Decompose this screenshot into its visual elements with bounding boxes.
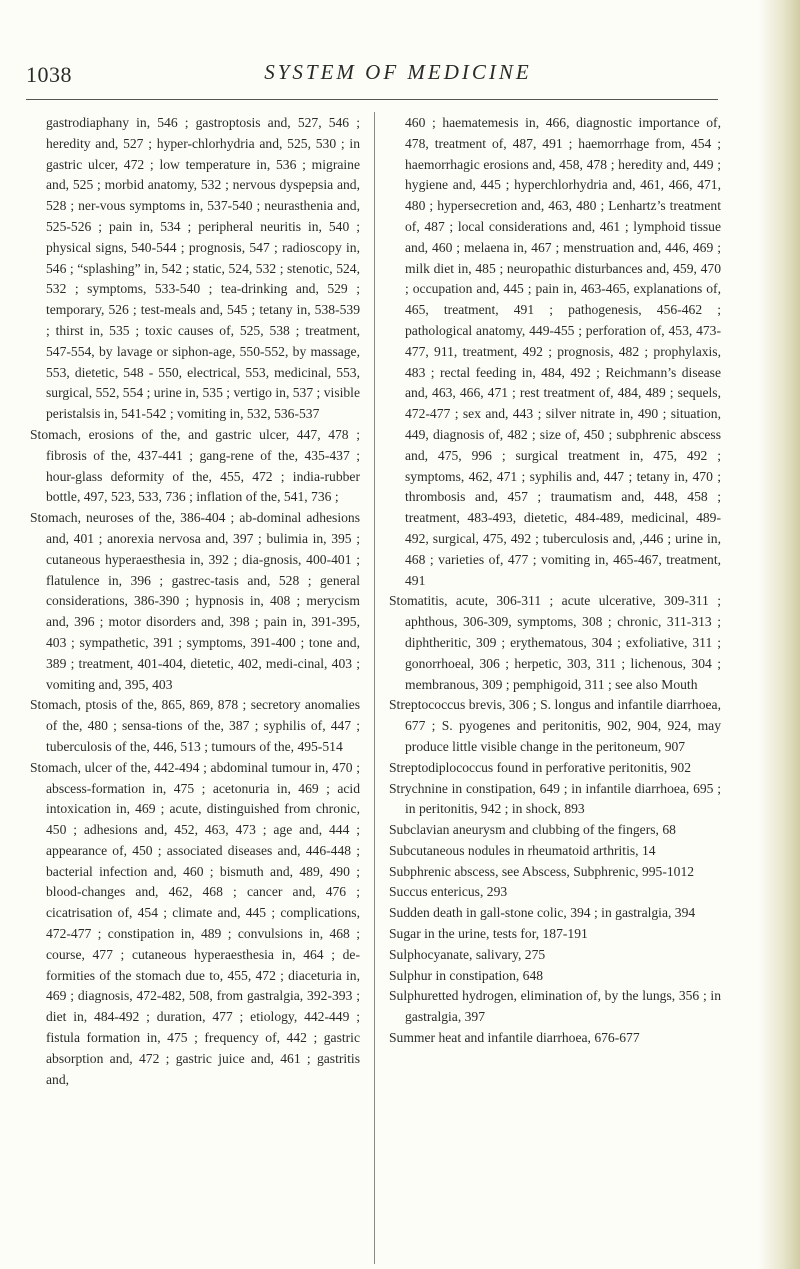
index-entry: Stomach, ptosis of the, 865, 869, 878 ; secretory anomalies of the, 480 ; sensa-tions of the, 387 ; syphilis of, 447 ; tuberculosis of the, 446, 513 ; tumours of the, 495-514 [30,697,360,754]
column-divider [374,112,375,1264]
index-entry: 460 ; haematemesis in, 466, diagnostic importance of, 478, treatment of, 487, 491 ; haemorrhage from, 454 ; haemorrhagic erosions and, 458, 478 ; heredity and, 449 ; hygiene and, 445 ; hyperchlorhydria and, 461, 466, 471, 480 ; hypersecretion and, 463, 480 ; Lenhartz’s treatment of, 487 ; local considerations and, 461 ; lymphoid tissue and, 460 ; melaena in, 467 ; menstruation and, 446, 469 ; milk diet in, 485 ; neuropathic disturbances and, 459, 470 ; occupation and, 445 ; pain in, 463-465, explanations of, 465, treatment, 491 ; pathogenesis, 456-462 ; pathological anatomy, 449-455 ; perforation of, 453, 473-477, 911, treatment, 492 ; prognosis, 482 ; prophylaxis, 483 ; rectal feeding in, 484, 492 ; Reichmann’s disease and, 463, 466, 471 ; rest treatment of, 484, 489 ; sequels, 472-477 ; sex and, 443 ; silver nitrate in, 490 ; situation, 449, diagnosis of, 482 ; size of, 450 ; subphrenic abscess and, 475, 996 ; surgical treatment in, 475, 492 ; symptoms, 462, 471 ; syphilis and, 447 ; tetany in, 470 ; thrombosis and, 457 ; traumatism and, 448, 458 ; treatment, 483-493, dietetic, 484-489, medicinal, 489-492, surgical, 475, 492 ; tuberculosis and, ,446 ; urine in, 468 ; varieties of, 477 ; vomiting in, 465-467, treatment, 491 [405,115,721,588]
page-number: 1038 [26,62,72,87]
index-entry: Stomatitis, acute, 306-311 ; acute ulcerative, 309-311 ; aphthous, 306-309, symptoms, 308 ; chronic, 311-313 ; diphtheritic, 309 ; erythematous, 304 ; exfoliative, 311 ; gonorrhoeal, 306 ; herpetic, 303, 311 ; lichenous, 304 ; membranous, 309 ; pemphigoid, 311 ; see also Mouth [389,593,721,692]
index-entry: Sudden death in gall-stone colic, 394 ; in gastralgia, 394 [389,905,696,921]
running-title: SYSTEM OF MEDICINE [264,60,532,84]
index-entry: Strychnine in constipation, 649 ; in infantile diarrhoea, 695 ; in peritonitis, 942 ; in shock, 893 [389,780,721,817]
index-entry: Sugar in the urine, tests for, 187-191 [389,926,588,942]
index-entry: Sulphocyanate, salivary, 275 [389,946,546,962]
index-entry: gastrodiaphany in, 546 ; gastroptosis and, 527, 546 ; heredity and, 527 ; hyper-chlorhydria and, 525, 530 ; in gastric ulcer, 472 ; low temperature in, 536 ; migraine and, 525 ; morbid anatomy, 532 ; nervous dyspepsia and, 528 ; ner-vous symptoms in, 537-540 ; neurasthenia and, 525-526 ; pain in, 534 ; peripheral neuritis in, 540 ; physical signs, 540-544 ; prognosis, 547 ; radioscopy in, 546 ; “splashing” in, 542 ; static, 524, 532 ; stenotic, 524, 532 ; symptoms, 533-540 ; tea-drinking and, 529 ; temporary, 526 ; test-meals and, 545 ; tetany in, 538-539 ; thirst in, 535 ; toxic causes of, 525, 538 ; treatment, 547-554, by lavage or siphon-age, 550-552, by massage, 553, dietetic, 548 - 550, electrical, 553, medicinal, 553, surgical, 552, 554 ; urine in, 535 ; vertigo in, 537 ; visible peristalsis in, 541-542 ; vomiting in, 532, 536-537 [46,115,360,422]
index-entry: Sulphuretted hydrogen, elimination of, by the lungs, 356 ; in gastralgia, 397 [389,988,721,1025]
index-column-right [389,113,721,1049]
index-entry: Summer heat and infantile diarrhoea, 676-677 [389,1030,640,1046]
index-column-left [30,113,360,1090]
index-entry: Subcutaneous nodules in rheumatoid arthritis, 14 [389,842,656,858]
index-entry: Stomach, ulcer of the, 442-494 ; abdominal tumour in, 470 ; abscess-formation in, 475 ; acetonuria in, 469 ; acid intoxication in, 469 ; acute, distinguished from chronic, 450 ; adhesions and, 452, 463, 473 ; age and, 444 ; appearance of, 450 ; associated diseases and, 446-448 ; bacterial infection and, 460 ; bismuth and, 489, 490 ; blood-changes and, 462, 468 ; cancer and, 476 ; cicatrisation of, 454 ; climate and, 445 ; complications, 472-477 ; constipation in, 489 ; convulsions in, 468 ; course, 477 ; cutaneous hyperaesthesia in, 464 ; de-formities of the stomach due to, 455, 472 ; diaceturia in, 469 ; diagnosis, 472-482, 508, from gastralgia, 392-393 ; diet in, 484-492 ; duration, 477 ; etiology, 442-449 ; fistula formation in, 475 ; frequency of, 442 ; gastric absorption and, 472 ; gastric juice and, 461 ; gastritis and, [30,759,360,1087]
page-header [0,0,800,100]
index-entry: Succus entericus, 293 [389,884,508,900]
index-entry: Streptococcus brevis, 306 ; S. longus and infantile diarrhoea, 677 ; S. pyogenes and peritonitis, 902, 904, 924, may produce little visible change in the peritoneum, 907 [389,697,721,754]
index-entry: Stomach, neuroses of the, 386-404 ; ab-dominal adhesions and, 401 ; anorexia nervosa and, 397 ; bulimia in, 395 ; cutaneous hyperaesthesia in, 392 ; dia-gnosis, 400-401 ; flatulence in, 396 ; gastrec-tasis and, 528 ; general considerations, 386-390 ; hypnosis in, 408 ; merycism and, 396 ; motor disorders and, 398 ; pain in, 391-395, 403 ; sympathetic, 391 ; symptoms, 391-400 ; tone and, 389 ; treatment, 401-404, dietetic, 402, medi-cinal, 403 ; vomiting and, 395, 403 [30,510,360,692]
index-entry: Sulphur in constipation, 648 [389,967,544,983]
index-entry: Subphrenic abscess, see Abscess, Subphrenic, 995-1012 [389,863,695,879]
index-entry: Subclavian aneurysm and clubbing of the fingers, 68 [389,822,676,838]
page-edge-shading [758,0,800,1269]
header-rule [26,99,718,100]
index-entry: Stomach, erosions of the, and gastric ulcer, 447, 478 ; fibrosis of the, 437-441 ; gang-rene of the, 435-437 ; hour-glass deformity of the, 455, 472 ; india-rubber bottle, 497, 523, 533, 736 ; inflation of the, 541, 736 ; [30,426,360,505]
index-entry: Streptodiplococcus found in perforative peritonitis, 902 [389,759,692,775]
